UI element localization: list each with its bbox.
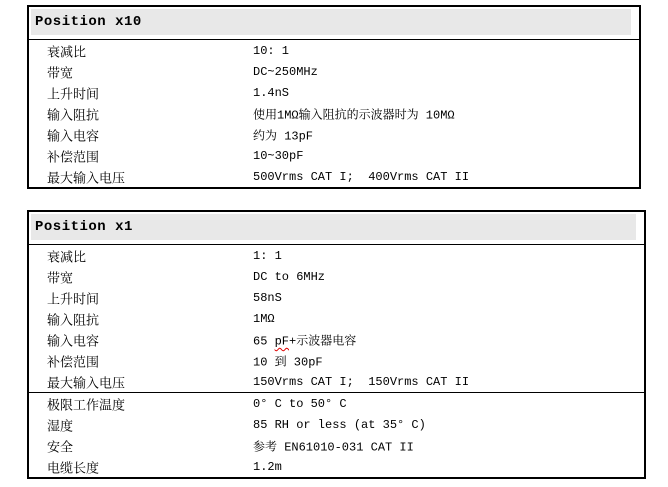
spec-row xyxy=(29,371,644,392)
spec-label: 衰减比 xyxy=(47,250,87,265)
spec-value: 85 RH or less (at 35° C) xyxy=(253,417,426,432)
spec-value: 1: 1 xyxy=(253,248,282,263)
spec-label: 最大输入电压 xyxy=(47,376,126,391)
spec-value: 0° C to 50° C xyxy=(253,396,347,411)
spec-value xyxy=(253,331,356,348)
spec-value: 58nS xyxy=(253,290,282,305)
misspelled-word: pF xyxy=(274,334,290,348)
spec-row xyxy=(29,266,644,287)
spec-value: 1MΩ xyxy=(253,311,275,326)
spec-value-text: 65 xyxy=(253,334,275,348)
spec-label: 极限工作温度 xyxy=(47,398,126,413)
spec-label: 衰减比 xyxy=(47,45,87,60)
spec-row xyxy=(29,329,644,350)
table-title: Position x1 xyxy=(35,219,133,235)
spec-label: 湿度 xyxy=(47,419,74,434)
spec-row xyxy=(29,40,639,61)
spec-value: 10: 1 xyxy=(253,43,290,58)
spec-row xyxy=(29,124,639,145)
spec-value: 参考 EN61010-031 CAT II xyxy=(253,440,414,454)
spec-label: 安全 xyxy=(47,440,74,455)
table-header-band xyxy=(31,214,636,240)
spec-label: 输入阻抗 xyxy=(47,313,100,328)
spec-row xyxy=(29,103,639,124)
spec-value: 10~30pF xyxy=(253,148,304,163)
spec-row xyxy=(29,145,639,166)
spec-row xyxy=(29,456,644,477)
spec-value: 10 到 30pF xyxy=(253,355,323,369)
spec-table-position-x1 xyxy=(27,210,646,479)
spec-row xyxy=(29,393,644,414)
spec-label: 输入阻抗 xyxy=(47,108,100,123)
spec-value: DC to 6MHz xyxy=(253,269,326,284)
spec-label: 电缆长度 xyxy=(47,461,100,476)
spec-row xyxy=(29,414,644,435)
spec-label: 输入电容 xyxy=(47,334,100,349)
spec-label: 输入电容 xyxy=(47,129,100,144)
spec-label: 带宽 xyxy=(47,271,74,286)
spec-row xyxy=(29,61,639,82)
spec-section-general xyxy=(29,392,644,477)
spec-row xyxy=(29,308,644,329)
spec-label: 补偿范围 xyxy=(47,150,100,165)
spec-value: DC~250MHz xyxy=(253,64,318,79)
spec-row xyxy=(29,166,639,187)
spec-label: 上升时间 xyxy=(47,292,100,307)
spec-row xyxy=(29,245,644,266)
spec-value-text: +示波器电容 xyxy=(289,334,357,348)
table-header-band xyxy=(31,9,631,35)
spec-row xyxy=(29,287,644,308)
spec-label: 最大输入电压 xyxy=(47,171,126,186)
spec-row xyxy=(29,82,639,103)
spec-value: 500Vrms CAT I; 400Vrms CAT II xyxy=(253,169,470,184)
spec-value: 150Vrms CAT I; 150Vrms CAT II xyxy=(253,374,470,389)
spec-table-position-x10 xyxy=(27,5,641,189)
spec-value: 1.2m xyxy=(253,459,282,474)
spec-row xyxy=(29,435,644,456)
spec-label: 上升时间 xyxy=(47,87,100,102)
spec-row xyxy=(29,350,644,371)
spec-label: 补偿范围 xyxy=(47,355,100,370)
table-title: Position x10 xyxy=(35,14,142,30)
spec-section xyxy=(29,40,639,187)
spec-value: 使用1MΩ输入阻抗的示波器时为 10MΩ xyxy=(253,108,455,122)
spec-value: 约为 13pF xyxy=(253,129,314,143)
spec-value: 1.4nS xyxy=(253,85,290,100)
spec-label: 带宽 xyxy=(47,66,74,81)
spec-section xyxy=(29,245,644,392)
